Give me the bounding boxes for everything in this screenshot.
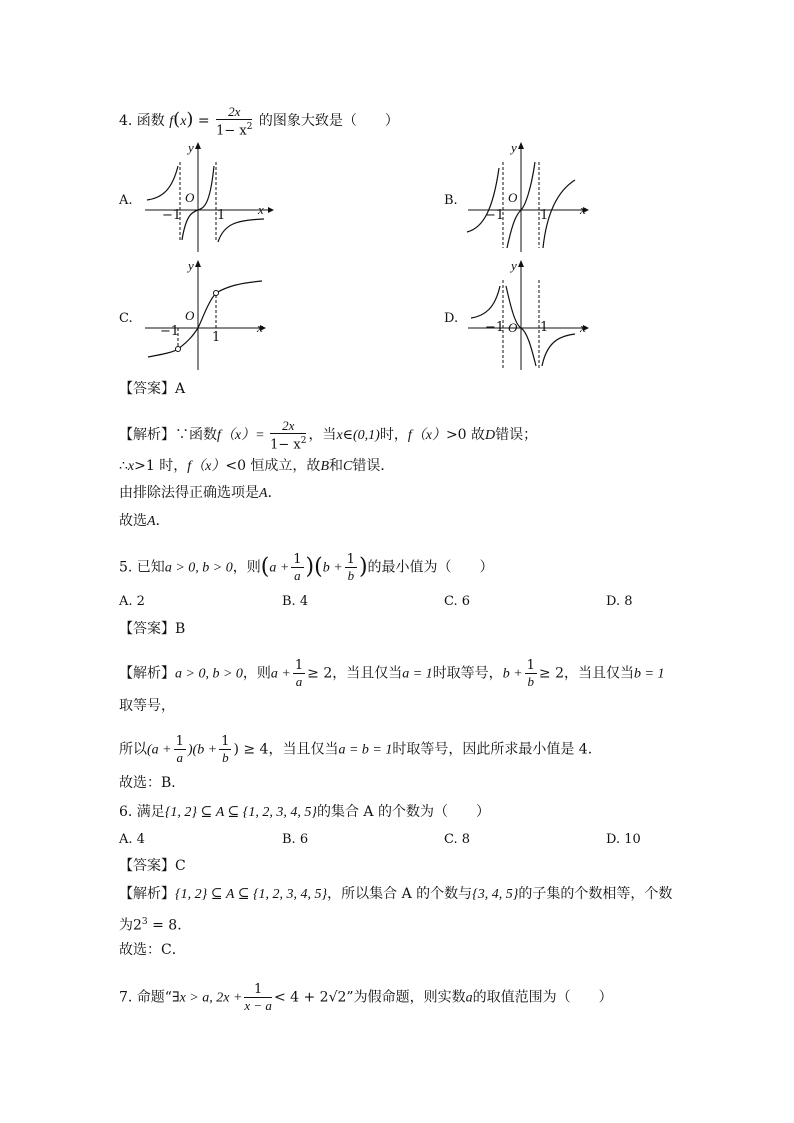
graph-a <box>140 140 275 255</box>
q5-a3-frac-a-num: 1 <box>175 734 184 749</box>
graph-a-x-arrow <box>268 207 274 213</box>
q4-a1-fx: f（x）= <box>217 428 269 444</box>
q5-a3-c: )(b + <box>187 742 218 758</box>
q4-a2-g: 和 <box>329 458 343 474</box>
q5-a1-b: a > 0, b > 0 <box>175 666 243 682</box>
q7-expr-a: ∃x > a, 2x + <box>171 990 243 1006</box>
q4-c-a: 故选 <box>119 513 147 529</box>
q4-prefix: 4. 函数 <box>119 113 165 130</box>
q5-conclusion: 故选：B． <box>119 775 186 791</box>
graph-c-y-arrow <box>195 260 201 267</box>
q4-a2-f: B <box>320 459 329 474</box>
q4-conclusion <box>119 512 170 531</box>
q6-a1-e: 的子集的个数相等，个数 <box>518 886 673 902</box>
q5-a1-frac-b-num: 1 <box>526 658 535 673</box>
q6-suffix: 的集合 A 的个数为（ ） <box>316 804 490 820</box>
q4-a2-a: ∴ <box>119 458 128 474</box>
q4-suffix: 的图象大致是（ ） <box>258 113 399 130</box>
q4-a1-e: f（x） <box>407 428 446 444</box>
q4-a1-a: 【解析】∵函数 <box>119 427 217 444</box>
graph-d-x-label: x <box>580 320 586 335</box>
q4-a3-a: 由排除法得正确选项是 <box>119 485 259 501</box>
q4-a2-i: 错误． <box>352 458 395 474</box>
q6-option-b: B. 6 <box>282 832 309 847</box>
graph-d <box>463 258 598 373</box>
q4-a2-d: f（x） <box>187 459 226 474</box>
graph-c <box>140 258 275 373</box>
q5-frac-a-den: a <box>294 568 301 583</box>
q5-a3-b: (a + <box>147 742 172 758</box>
graph-a-origin: O <box>185 190 195 205</box>
q5-a1-g: a = 1 <box>402 666 433 682</box>
graph-d-y-arrow <box>518 260 524 267</box>
q6-a2-d: . <box>177 917 182 934</box>
q4-a1-c: x∈(0,1) <box>336 428 380 444</box>
q4-a2-b: x <box>127 459 135 474</box>
q6-conclusion: 故选：C． <box>119 942 186 958</box>
q7-prefix: 7. 命题“ <box>119 989 172 1006</box>
q4-a2-c: >1 时， <box>134 458 188 474</box>
q6-prefix: 6. 满足 <box>119 804 165 820</box>
q5-option-c: C. 6 <box>444 594 471 609</box>
q5-mid: ，则 <box>232 559 261 576</box>
q5-analysis-1 <box>119 658 664 689</box>
q7-mid: ”为假命题，则实数 <box>346 989 466 1006</box>
graph-b-label: B. <box>444 193 458 208</box>
q7-frac-den: x − a <box>244 998 272 1013</box>
q6-option-a: A. 4 <box>119 832 145 847</box>
graph-c-tick-pos: 1 <box>212 330 221 345</box>
q5-a1-f: ，当且仅当 <box>332 665 403 682</box>
q4-den-exp: 2 <box>246 122 253 132</box>
q5-option-a: A. 2 <box>119 594 145 609</box>
graph-a-tick-pos: 1 <box>217 208 226 223</box>
q5-a3-a: 所以 <box>119 741 147 758</box>
q4-a1-num: 2x <box>270 418 306 434</box>
q4-a1-frac <box>270 418 306 452</box>
q4-a1-f: >0 故 <box>445 427 486 444</box>
q5-frac-b-den: b <box>347 568 355 583</box>
q5-analysis-3 <box>119 734 592 765</box>
q4-c-c: ． <box>155 513 170 529</box>
graph-b-tick-pos: 1 <box>540 208 549 223</box>
q5-option-d: D. 8 <box>606 594 633 609</box>
q4-rp: ) <box>186 109 194 131</box>
q4-x: x <box>180 114 187 130</box>
q6-stem <box>119 803 490 822</box>
q5-a3-f: a = b = 1 <box>338 742 393 758</box>
graph-d-tick-neg: −1 <box>485 320 505 335</box>
q6-a2-b: 2 <box>133 917 142 934</box>
q6-set: {1, 2} ⊆ A ⊆ {1, 2, 3, 4, 5} <box>164 805 317 820</box>
graph-a-curve-left <box>147 166 178 200</box>
q4-analysis-2 <box>119 457 394 476</box>
q5-a1-frac-b-den: b <box>527 674 535 689</box>
q4-analysis-1 <box>119 418 537 452</box>
graph-b-y-label: y <box>511 140 517 155</box>
q5-a3-frac-b-num: 1 <box>221 734 230 749</box>
graph-a-y-label: y <box>188 140 194 155</box>
q5-analysis-2: 取等号， <box>119 698 175 714</box>
q4-a2-h: C <box>343 459 353 474</box>
q6-a2-c: = 8 <box>147 917 178 934</box>
q5-a3-frac-b-den: b <box>222 750 229 765</box>
q5-stem: 5. 已知a > 0, b > 0，则(a + $\frac{1}{a}$ )(b + $\frac{1}{b}$ )的最小值为（ ） <box>119 552 494 583</box>
q4-stem <box>119 104 399 138</box>
q4-a1-den: 1− x <box>270 437 301 453</box>
q7-frac <box>244 982 272 1013</box>
q4-f: f <box>169 114 174 130</box>
q5-answer: 【答案】B <box>119 621 186 637</box>
graph-b-x-label: x <box>580 202 586 217</box>
graph-d-y-label: y <box>511 258 517 273</box>
q5-a3-g: 时取等号，因此所求最小值是 4. <box>392 741 593 758</box>
q4-a1-h: 错误； <box>495 427 538 444</box>
q6-analysis-2 <box>119 913 182 935</box>
q4-a1-d: 时， <box>379 427 408 444</box>
graph-c-tick-neg: −1 <box>160 324 180 339</box>
q7-expr-b: < 4 + 2√2 <box>273 989 347 1006</box>
graph-c-label: C. <box>119 311 133 326</box>
graph-d-curve-left <box>471 286 500 318</box>
q5-a3-e: ，当且仅当 <box>268 741 339 758</box>
q6-a2-a: 为 <box>119 917 133 934</box>
graph-c-hole-pos <box>214 291 219 296</box>
graph-c-origin: O <box>185 308 195 323</box>
q5-frac-a <box>291 552 303 583</box>
graph-d-origin: O <box>508 320 518 335</box>
q4-num: 2x <box>216 104 252 120</box>
q4-a3-c: ． <box>267 485 282 501</box>
q7-var: a <box>465 990 473 1006</box>
q4-answer: 【答案】A <box>119 381 186 397</box>
q6-a1-a: 【解析】 <box>119 886 175 902</box>
q5-a1-l: b = 1 <box>634 666 665 682</box>
q4-a3-b: A <box>259 486 268 501</box>
graph-b-tick-neg: −1 <box>485 208 505 223</box>
q4-a1-den-exp: 2 <box>300 436 307 446</box>
graph-c-hole-neg <box>176 347 181 352</box>
q5-a1-d: a + <box>270 666 291 682</box>
graph-a-tick-neg: −1 <box>162 208 182 223</box>
graph-c-y-label: y <box>188 258 194 273</box>
graph-a-y-arrow <box>195 142 201 149</box>
graph-d-label: D. <box>444 311 459 326</box>
q4-eq: = <box>193 113 215 130</box>
q6-analysis-1 <box>119 885 672 904</box>
q6-answer: 【答案】C <box>119 858 186 874</box>
q6-option-c: C. 8 <box>444 832 471 847</box>
q4-a1-b: ，当 <box>308 427 337 444</box>
graph-c-curve <box>148 281 262 357</box>
q5-a1-e: ≥ 2 <box>307 665 333 682</box>
q5-a1-frac-a-num: 1 <box>294 658 304 673</box>
graph-b <box>463 140 598 255</box>
q6-option-d: D. 10 <box>606 832 641 847</box>
q6-a2-exp: 3 <box>141 917 148 927</box>
q4-den: 1− x <box>216 123 247 139</box>
q5-a3-frac-a <box>174 734 186 765</box>
q5-a3-d: ) ≥ 4 <box>233 741 269 758</box>
q5-a1-frac-a-den: a <box>295 674 303 689</box>
q4-analysis-3 <box>119 484 282 503</box>
q5-a1-h: 时取等号， <box>432 665 503 682</box>
q7-stem <box>119 982 613 1013</box>
q5-a1-i: b + <box>502 666 523 682</box>
q5-frac-b-num: 1 <box>346 552 355 567</box>
q5-frac-b <box>345 552 357 583</box>
q7-suffix: 的取值范围为（ ） <box>472 989 613 1006</box>
graph-d-tick-pos: 1 <box>540 320 549 335</box>
graph-b-origin: O <box>508 190 518 205</box>
q5-suffix: 的最小值为（ ） <box>367 559 494 576</box>
graph-a-label: A. <box>119 193 133 208</box>
graph-b-y-arrow <box>518 142 524 149</box>
q5-a3-frac-a-den: a <box>176 750 183 765</box>
q5-a1-frac-b <box>525 658 537 689</box>
q6-a1-d: {3, 4, 5} <box>472 887 519 902</box>
q4-a1-g: D <box>485 428 496 444</box>
q6-a1-c: ，所以集合 A 的个数与 <box>327 886 473 902</box>
q4-c-b: A <box>147 514 156 529</box>
graph-a-x-label: x <box>258 202 264 217</box>
q5-prefix: 5. 已知 <box>119 559 165 576</box>
q4-fraction <box>216 104 252 138</box>
q5-option-b: B. 4 <box>282 594 309 609</box>
graph-c-x-label: x <box>257 320 263 335</box>
q5-a1-frac-a <box>293 658 305 689</box>
q5-cond: a > 0, b > 0 <box>164 560 233 576</box>
q4-lp: ( <box>173 109 181 131</box>
q5-a3-frac-b <box>219 734 231 765</box>
q5-a1-c: ，则 <box>242 665 271 682</box>
q4-a2-e: <0 恒成立，故 <box>225 458 321 474</box>
q7-frac-num: 1 <box>244 982 272 998</box>
q5-frac-a-num: 1 <box>293 552 302 567</box>
q6-a1-b: {1, 2} ⊆ A ⊆ {1, 2, 3, 4, 5} <box>175 887 328 902</box>
q5-a1-j: ≥ 2 <box>538 665 565 682</box>
graph-d-curve-right <box>542 334 575 366</box>
q5-expr-a: a + <box>269 560 290 576</box>
q5-a1-a: 【解析】 <box>119 665 175 682</box>
q5-a1-k: ，当且仅当 <box>564 665 635 682</box>
q5-expr-b: b + <box>322 560 343 576</box>
